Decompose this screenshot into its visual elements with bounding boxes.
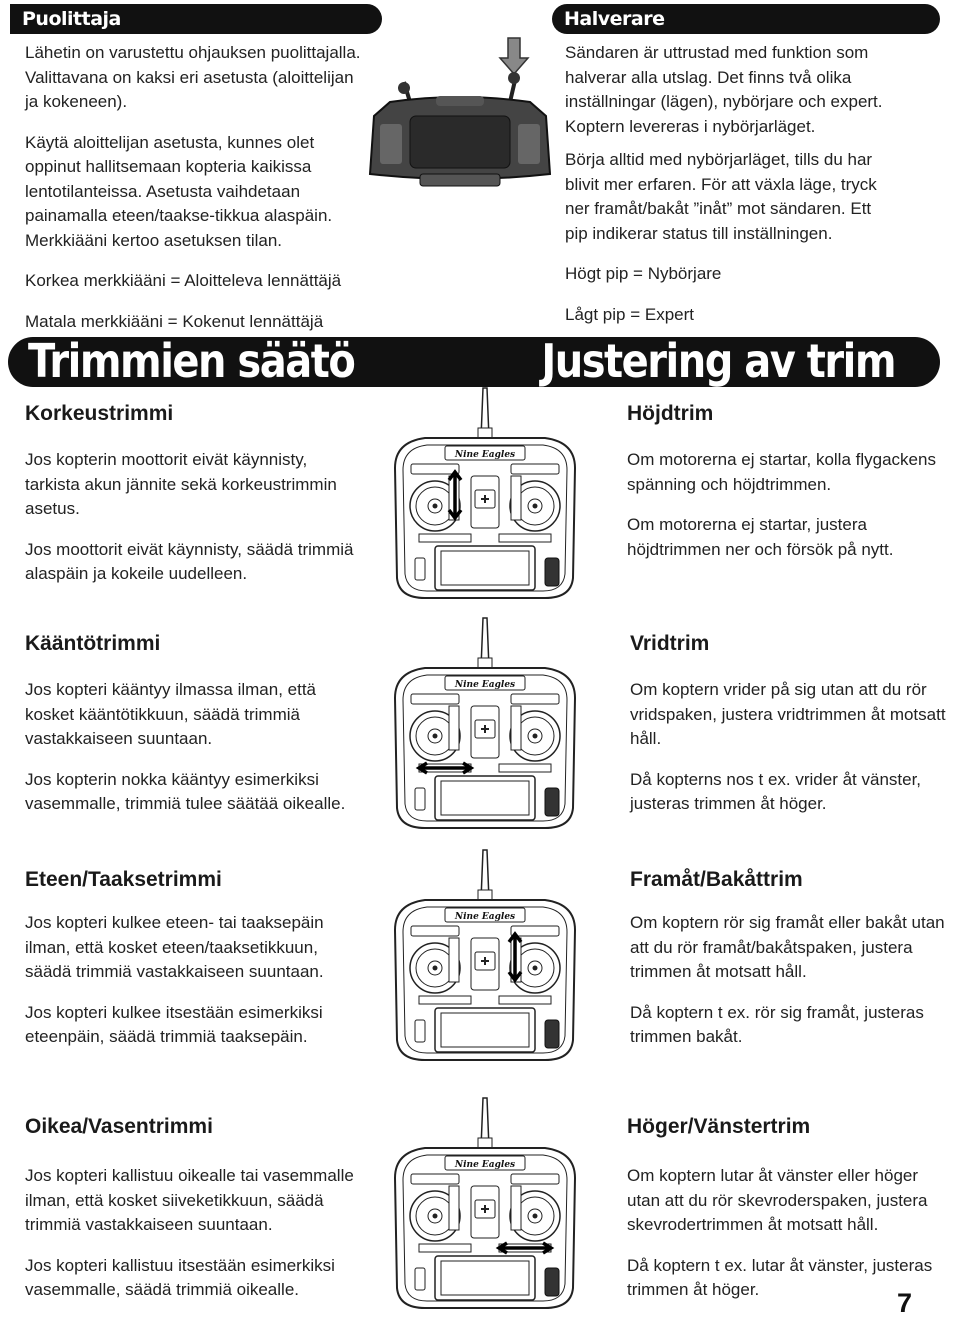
trim-text-sv	[627, 1164, 947, 1303]
trim-text-sv	[630, 678, 950, 817]
trim-paragraph: Om koptern lutar åt vänster eller höger utan att du rör skevroderspaken, justera skevrodertrimmen åt motsatt håll.	[627, 1166, 928, 1234]
transmitter-top-illustration	[385, 388, 585, 603]
halverare-paragraph: Börja alltid med nybörjarläget, tills du har blivit mer erfaren. För att växla läge, tryck ner framåt/bakåt ”inåt” mot sändaren. Ett pip indikerar status till inställningen.	[565, 150, 877, 243]
trim-paragraph: Jos kopteri kulkee eteen- tai taaksepäin ilman, että kosket eteen/taaksetikkuun, säädä trimmiä vastakkaiseen suuntaan.	[25, 913, 324, 981]
halverare-paragraph: Högt pip = Nybörjare	[565, 264, 722, 283]
svg-text:Nine Eagles: Nine Eagles	[454, 912, 516, 922]
banner-title-sv: Justering av trim	[541, 335, 895, 389]
transmitter-top-illustration	[385, 1098, 585, 1313]
banner-title-fi: Trimmien säätö	[28, 335, 355, 389]
trim-text-sv	[630, 911, 950, 1050]
trim-text-fi	[25, 448, 355, 587]
trim-text-fi	[25, 911, 365, 1050]
trim-paragraph: Då kopterns nos t ex. vrider åt vänster, justeras trimmen åt höger.	[630, 769, 922, 813]
trim-paragraph: Jos moottorit eivät käynnisty, säädä trimmiä alaspäin ja kokeile uudelleen.	[25, 539, 354, 583]
transmitter-front-illustration	[360, 34, 560, 194]
svg-text:Nine Eagles: Nine Eagles	[454, 450, 516, 460]
transmitter-top-illustration	[385, 850, 585, 1065]
trim-text-sv	[627, 448, 947, 562]
trim-heading-sv: Höger/Vänstertrim	[627, 1115, 811, 1138]
trim-paragraph: Jos kopterin moottorit eivät käynnisty, tarkista akun jännite sekä korkeustrimmin asetus.	[25, 450, 337, 518]
puolittaja-paragraph: Lähetin on varustettu ohjauksen puolittajalla. Valittavana on kaksi eri asetusta (aloittelijan ja kokeneen).	[25, 43, 361, 111]
puolittaja-paragraph: Korkea merkkiääni = Aloitteleva lennättäjä	[25, 271, 342, 290]
trim-paragraph: Om koptern rör sig framåt eller bakåt utan att du rör framåt/bakåtspaken, justera trimmen åt motsatt håll.	[630, 913, 945, 981]
halverare-paragraph: Sändaren är uttrustad med funktion som halverar alla utslag. Det finns två olika inställningar (lägen), nybörjare och expert. Koptern levereras i nybörjarläget.	[565, 43, 883, 136]
section-title-halverare: Halverare	[552, 4, 940, 34]
trim-heading-sv: Höjdtrim	[627, 402, 714, 425]
trim-heading-fi: Eteen/Taaksetrimmi	[25, 868, 222, 891]
halverare-text	[565, 41, 895, 327]
trim-paragraph: Om koptern vrider på sig utan att du rör vridspaken, justera vridtrimmen åt motsatt håll.	[630, 680, 946, 748]
trim-heading-fi: Korkeustrimmi	[25, 402, 174, 425]
puolittaja-paragraph: Matala merkkiääni = Kokenut lennättäjä	[25, 311, 324, 331]
trim-heading-sv: Framåt/Bakåttrim	[630, 868, 803, 891]
trim-paragraph: Jos kopteri kääntyy ilmassa ilman, että kosket kääntötikkuun, säädä trimmiä vastakkaiseen suuntaan.	[25, 680, 317, 748]
trim-text-fi	[25, 1164, 365, 1303]
trim-paragraph: Då koptern t ex. lutar åt vänster, justeras trimmen åt höger.	[627, 1255, 933, 1299]
trim-paragraph: Jos kopteri kulkee itsestään esimerkiksi eteenpäin, säädä trimmiä taaksepäin.	[25, 1002, 323, 1046]
trim-heading-fi: Oikea/Vasentrimmi	[25, 1115, 213, 1138]
section-title-puolittaja: Puolittaja	[10, 4, 382, 34]
svg-text:Nine Eagles: Nine Eagles	[454, 680, 516, 690]
trim-heading-sv: Vridtrim	[630, 632, 710, 655]
trim-paragraph: Om motorerna ej startar, kolla flygackens spänning och höjdtrimmen.	[627, 450, 936, 494]
transmitter-top-illustration	[385, 618, 585, 833]
trim-paragraph: Om motorerna ej startar, justera höjdtrimmen ner och försök på nytt.	[627, 515, 894, 559]
page-number: 7	[897, 1288, 913, 1318]
halverare-paragraph: Lågt pip = Expert	[565, 304, 695, 324]
banner-trim-adjustment	[8, 337, 940, 387]
trim-paragraph: Jos kopteri kallistuu oikealle tai vasemmalle ilman, että kosket siiveketikkuun, säädä trimmiä vastakkaiseen suuntaan.	[25, 1166, 354, 1234]
trim-paragraph: Då koptern t ex. rör sig framåt, justeras trimmen bakåt.	[630, 1002, 924, 1046]
trim-text-fi	[25, 678, 365, 817]
trim-heading-fi: Kääntötrimmi	[25, 632, 161, 655]
trim-paragraph: Jos kopteri kallistuu itsestään esimerkiksi vasemmalle, säädä trimmiä oikealle.	[25, 1255, 335, 1299]
puolittaja-text	[25, 41, 365, 334]
svg-text:Nine Eagles: Nine Eagles	[454, 1160, 516, 1170]
trim-paragraph: Jos kopterin nokka kääntyy esimerkiksi vasemmalle, trimmiä tulee säätää oikealle.	[25, 769, 346, 813]
puolittaja-paragraph: Käytä aloittelijan asetusta, kunnes olet oppinut hallitsemaan kopteria kaikissa lentotilanteissa. Asetusta vaihdetaan painamalla eteen/taakse-tikkua alaspäin. Merkkiääni kertoo asetuksen tilan.	[25, 132, 333, 250]
